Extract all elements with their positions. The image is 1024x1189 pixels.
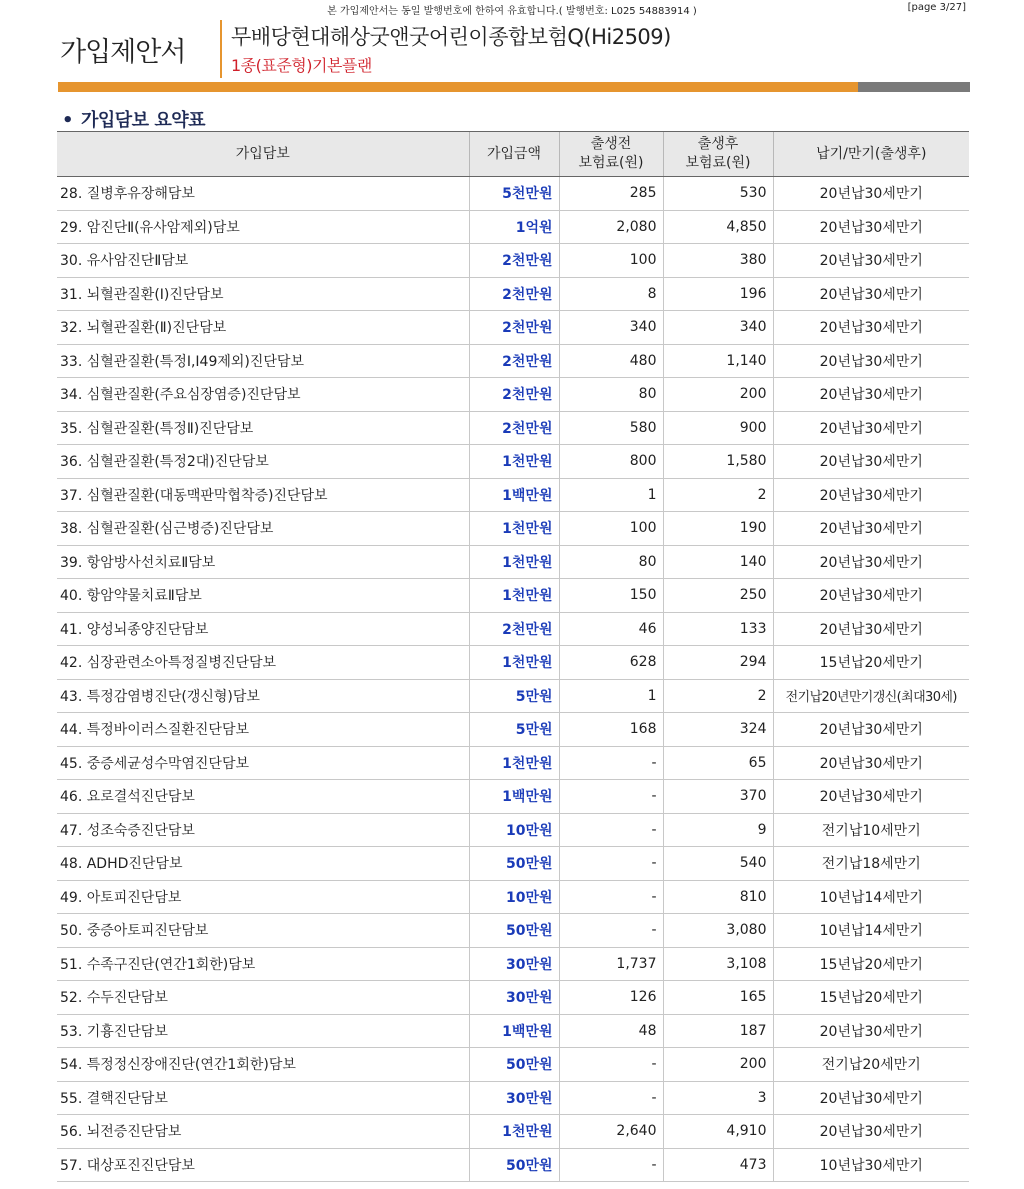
table-row bbox=[57, 780, 969, 814]
table-row bbox=[57, 411, 969, 445]
pre-birth-premium-cell: 80 bbox=[559, 545, 663, 579]
coverage-name-cell: 31. 뇌혈관질환(Ⅰ)진단담보 bbox=[57, 277, 469, 311]
post-birth-premium-cell: 140 bbox=[663, 545, 773, 579]
post-birth-premium-cell: 3,108 bbox=[663, 947, 773, 981]
pre-birth-premium-cell: 628 bbox=[559, 646, 663, 680]
coverage-name-cell: 42. 심장관련소아특정질병진단담보 bbox=[57, 646, 469, 680]
table-row bbox=[57, 646, 969, 680]
amount-cell: 1천만원 bbox=[469, 579, 559, 613]
post-birth-premium-cell: 1,140 bbox=[663, 344, 773, 378]
amount-cell: 2천만원 bbox=[469, 244, 559, 278]
coverage-name-cell: 38. 심혈관질환(심근병증)진단담보 bbox=[57, 512, 469, 546]
term-cell: 15년납20세만기 bbox=[773, 947, 969, 981]
term-cell: 20년납30세만기 bbox=[773, 612, 969, 646]
coverage-name-cell: 37. 심혈관질환(대동맥판막협착증)진단담보 bbox=[57, 478, 469, 512]
coverage-name-cell: 34. 심혈관질환(주요심장염증)진단담보 bbox=[57, 378, 469, 412]
table-row bbox=[57, 981, 969, 1015]
post-birth-premium-cell: 2 bbox=[663, 478, 773, 512]
coverage-name-cell: 55. 결핵진단담보 bbox=[57, 1081, 469, 1115]
term-cell: 15년납20세만기 bbox=[773, 646, 969, 680]
table-row bbox=[57, 1081, 969, 1115]
coverage-summary-table bbox=[57, 131, 969, 1182]
term-cell: 20년납30세만기 bbox=[773, 210, 969, 244]
header-post-birth-line1: 출생후 bbox=[697, 136, 739, 152]
term-cell: 20년납30세만기 bbox=[773, 545, 969, 579]
header-pre-birth-premium bbox=[559, 132, 663, 177]
amount-cell: 1천만원 bbox=[469, 646, 559, 680]
header-pre-birth-line1: 출생전 bbox=[590, 136, 632, 152]
post-birth-premium-cell: 9 bbox=[663, 813, 773, 847]
coverage-name-cell: 44. 특정바이러스질환진단담보 bbox=[57, 713, 469, 747]
amount-cell: 1천만원 bbox=[469, 1115, 559, 1149]
pre-birth-premium-cell: - bbox=[559, 880, 663, 914]
table-row bbox=[57, 746, 969, 780]
plan-name: 1종(표준형)기본플랜 bbox=[231, 56, 372, 75]
coverage-name-cell: 35. 심혈관질환(특정Ⅱ)진단담보 bbox=[57, 411, 469, 445]
amount-cell: 1백만원 bbox=[469, 780, 559, 814]
section-title-text: 가입담보 요약표 bbox=[81, 110, 205, 131]
term-cell: 전기납18세만기 bbox=[773, 847, 969, 881]
term-cell: 20년납30세만기 bbox=[773, 344, 969, 378]
post-birth-premium-cell: 294 bbox=[663, 646, 773, 680]
term-cell: 10년납14세만기 bbox=[773, 914, 969, 948]
amount-cell: 50만원 bbox=[469, 1148, 559, 1182]
amount-cell: 1백만원 bbox=[469, 1014, 559, 1048]
coverage-name-cell: 49. 아토피진단담보 bbox=[57, 880, 469, 914]
post-birth-premium-cell: 3,080 bbox=[663, 914, 773, 948]
coverage-name-cell: 45. 중증세균성수막염진단담보 bbox=[57, 746, 469, 780]
table-row bbox=[57, 1048, 969, 1082]
post-birth-premium-cell: 4,910 bbox=[663, 1115, 773, 1149]
amount-cell: 50만원 bbox=[469, 847, 559, 881]
coverage-name-cell: 28. 질병후유장해담보 bbox=[57, 177, 469, 211]
coverage-name-cell: 48. ADHD진단담보 bbox=[57, 847, 469, 881]
term-cell: 20년납30세만기 bbox=[773, 277, 969, 311]
table-header-row bbox=[57, 132, 969, 177]
amount-cell: 2천만원 bbox=[469, 344, 559, 378]
pre-birth-premium-cell: 100 bbox=[559, 244, 663, 278]
post-birth-premium-cell: 340 bbox=[663, 311, 773, 345]
term-cell: 10년납14세만기 bbox=[773, 880, 969, 914]
pre-birth-premium-cell: 168 bbox=[559, 713, 663, 747]
table-row bbox=[57, 713, 969, 747]
product-name: 무배당현대해상굿앤굿어린이종합보험Q(Hi2509) bbox=[231, 25, 671, 49]
post-birth-premium-cell: 810 bbox=[663, 880, 773, 914]
title-divider bbox=[220, 20, 222, 78]
term-cell: 20년납30세만기 bbox=[773, 311, 969, 345]
coverage-name-cell: 33. 심혈관질환(특정Ⅰ,I49제외)진단담보 bbox=[57, 344, 469, 378]
pre-birth-premium-cell: 285 bbox=[559, 177, 663, 211]
pre-birth-premium-cell: 48 bbox=[559, 1014, 663, 1048]
post-birth-premium-cell: 4,850 bbox=[663, 210, 773, 244]
amount-cell: 2천만원 bbox=[469, 311, 559, 345]
coverage-name-cell: 41. 양성뇌종양진단담보 bbox=[57, 612, 469, 646]
post-birth-premium-cell: 324 bbox=[663, 713, 773, 747]
term-cell: 20년납30세만기 bbox=[773, 713, 969, 747]
table-row bbox=[57, 1115, 969, 1149]
coverage-name-cell: 36. 심혈관질환(특정2대)진단담보 bbox=[57, 445, 469, 479]
pre-birth-premium-cell: - bbox=[559, 1148, 663, 1182]
table-row bbox=[57, 277, 969, 311]
term-cell: 20년납30세만기 bbox=[773, 1081, 969, 1115]
header-post-birth-line2: 보험료(원) bbox=[685, 155, 751, 171]
coverage-name-cell: 32. 뇌혈관질환(Ⅱ)진단담보 bbox=[57, 311, 469, 345]
header-term: 납기/만기(출생후) bbox=[773, 132, 969, 177]
table-row bbox=[57, 813, 969, 847]
document-title: 가입제안서 bbox=[60, 37, 186, 68]
post-birth-premium-cell: 380 bbox=[663, 244, 773, 278]
term-cell: 20년납30세만기 bbox=[773, 378, 969, 412]
post-birth-premium-cell: 530 bbox=[663, 177, 773, 211]
amount-cell: 5천만원 bbox=[469, 177, 559, 211]
pre-birth-premium-cell: 8 bbox=[559, 277, 663, 311]
table-row bbox=[57, 478, 969, 512]
coverage-name-cell: 40. 항암약물치료Ⅱ담보 bbox=[57, 579, 469, 613]
table-row bbox=[57, 445, 969, 479]
pre-birth-premium-cell: 1 bbox=[559, 679, 663, 713]
amount-cell: 2천만원 bbox=[469, 277, 559, 311]
term-cell: 15년납20세만기 bbox=[773, 981, 969, 1015]
coverage-name-cell: 46. 요로결석진단담보 bbox=[57, 780, 469, 814]
amount-cell: 1백만원 bbox=[469, 478, 559, 512]
coverage-name-cell: 57. 대상포진진단담보 bbox=[57, 1148, 469, 1182]
term-cell: 20년납30세만기 bbox=[773, 1115, 969, 1149]
table-row bbox=[57, 880, 969, 914]
post-birth-premium-cell: 200 bbox=[663, 378, 773, 412]
post-birth-premium-cell: 900 bbox=[663, 411, 773, 445]
term-cell: 10년납30세만기 bbox=[773, 1148, 969, 1182]
post-birth-premium-cell: 133 bbox=[663, 612, 773, 646]
pre-birth-premium-cell: - bbox=[559, 847, 663, 881]
amount-cell: 1천만원 bbox=[469, 746, 559, 780]
amount-cell: 5만원 bbox=[469, 713, 559, 747]
table-row bbox=[57, 177, 969, 211]
term-cell: 20년납30세만기 bbox=[773, 177, 969, 211]
post-birth-premium-cell: 165 bbox=[663, 981, 773, 1015]
amount-cell: 1천만원 bbox=[469, 545, 559, 579]
header-amount: 가입금액 bbox=[469, 132, 559, 177]
validity-notice: 본 가입제안서는 동일 발행번호에 한하여 유효합니다.( 발행번호: L025 54883914 ) bbox=[327, 6, 697, 17]
table-row bbox=[57, 579, 969, 613]
table-row bbox=[57, 344, 969, 378]
coverage-name-cell: 50. 중증아토피진단담보 bbox=[57, 914, 469, 948]
pre-birth-premium-cell: 800 bbox=[559, 445, 663, 479]
table-row bbox=[57, 244, 969, 278]
pre-birth-premium-cell: 1 bbox=[559, 478, 663, 512]
table-row bbox=[57, 1148, 969, 1182]
post-birth-premium-cell: 540 bbox=[663, 847, 773, 881]
table-row bbox=[57, 914, 969, 948]
bullet-icon: • bbox=[62, 110, 74, 131]
pre-birth-premium-cell: 80 bbox=[559, 378, 663, 412]
header-bar-orange bbox=[58, 82, 858, 92]
pre-birth-premium-cell: - bbox=[559, 746, 663, 780]
term-cell: 전기납10세만기 bbox=[773, 813, 969, 847]
table-row bbox=[57, 1014, 969, 1048]
term-cell: 20년납30세만기 bbox=[773, 478, 969, 512]
coverage-name-cell: 54. 특정정신장애진단(연간1회한)담보 bbox=[57, 1048, 469, 1082]
post-birth-premium-cell: 370 bbox=[663, 780, 773, 814]
post-birth-premium-cell: 2 bbox=[663, 679, 773, 713]
pre-birth-premium-cell: 126 bbox=[559, 981, 663, 1015]
term-cell: 전기납20세만기 bbox=[773, 1048, 969, 1082]
term-cell: 20년납30세만기 bbox=[773, 411, 969, 445]
pre-birth-premium-cell: 480 bbox=[559, 344, 663, 378]
table-row bbox=[57, 545, 969, 579]
term-cell: 20년납30세만기 bbox=[773, 780, 969, 814]
pre-birth-premium-cell: - bbox=[559, 1081, 663, 1115]
post-birth-premium-cell: 3 bbox=[663, 1081, 773, 1115]
amount-cell: 2천만원 bbox=[469, 612, 559, 646]
term-cell: 20년납30세만기 bbox=[773, 579, 969, 613]
post-birth-premium-cell: 65 bbox=[663, 746, 773, 780]
header-post-birth-premium bbox=[663, 132, 773, 177]
table-row bbox=[57, 210, 969, 244]
table-row bbox=[57, 378, 969, 412]
coverage-name-cell: 29. 암진단Ⅱ(유사암제외)담보 bbox=[57, 210, 469, 244]
term-cell: 전기납20년만기갱신(최대30세) bbox=[773, 679, 969, 713]
pre-birth-premium-cell: - bbox=[559, 914, 663, 948]
coverage-name-cell: 52. 수두진단담보 bbox=[57, 981, 469, 1015]
amount-cell: 50만원 bbox=[469, 1048, 559, 1082]
table-row bbox=[57, 311, 969, 345]
section-title bbox=[62, 106, 205, 132]
coverage-name-cell: 30. 유사암진단Ⅱ담보 bbox=[57, 244, 469, 278]
table-row bbox=[57, 679, 969, 713]
header-bar-gray bbox=[858, 82, 970, 92]
pre-birth-premium-cell: 340 bbox=[559, 311, 663, 345]
pre-birth-premium-cell: 100 bbox=[559, 512, 663, 546]
pre-birth-premium-cell: 1,737 bbox=[559, 947, 663, 981]
amount-cell: 30만원 bbox=[469, 1081, 559, 1115]
term-cell: 20년납30세만기 bbox=[773, 445, 969, 479]
coverage-name-cell: 47. 성조숙증진단담보 bbox=[57, 813, 469, 847]
pre-birth-premium-cell: - bbox=[559, 1048, 663, 1082]
coverage-name-cell: 53. 기흉진단담보 bbox=[57, 1014, 469, 1048]
coverage-name-cell: 51. 수족구진단(연간1회한)담보 bbox=[57, 947, 469, 981]
post-birth-premium-cell: 187 bbox=[663, 1014, 773, 1048]
table-row bbox=[57, 512, 969, 546]
amount-cell: 30만원 bbox=[469, 947, 559, 981]
pre-birth-premium-cell: 2,640 bbox=[559, 1115, 663, 1149]
pre-birth-premium-cell: 580 bbox=[559, 411, 663, 445]
amount-cell: 10만원 bbox=[469, 880, 559, 914]
amount-cell: 1천만원 bbox=[469, 445, 559, 479]
coverage-name-cell: 39. 항암방사선치료Ⅱ담보 bbox=[57, 545, 469, 579]
amount-cell: 1억원 bbox=[469, 210, 559, 244]
term-cell: 20년납30세만기 bbox=[773, 244, 969, 278]
amount-cell: 30만원 bbox=[469, 981, 559, 1015]
term-cell: 20년납30세만기 bbox=[773, 746, 969, 780]
pre-birth-premium-cell: - bbox=[559, 813, 663, 847]
post-birth-premium-cell: 196 bbox=[663, 277, 773, 311]
post-birth-premium-cell: 250 bbox=[663, 579, 773, 613]
pre-birth-premium-cell: - bbox=[559, 780, 663, 814]
post-birth-premium-cell: 473 bbox=[663, 1148, 773, 1182]
post-birth-premium-cell: 200 bbox=[663, 1048, 773, 1082]
table-row bbox=[57, 847, 969, 881]
amount-cell: 5만원 bbox=[469, 679, 559, 713]
post-birth-premium-cell: 1,580 bbox=[663, 445, 773, 479]
coverage-name-cell: 43. 특정감염병진단(갱신형)담보 bbox=[57, 679, 469, 713]
pre-birth-premium-cell: 46 bbox=[559, 612, 663, 646]
coverage-name-cell: 56. 뇌전증진단담보 bbox=[57, 1115, 469, 1149]
post-birth-premium-cell: 190 bbox=[663, 512, 773, 546]
table-row bbox=[57, 947, 969, 981]
header-pre-birth-line2: 보험료(원) bbox=[578, 155, 644, 171]
amount-cell: 1천만원 bbox=[469, 512, 559, 546]
amount-cell: 2천만원 bbox=[469, 411, 559, 445]
term-cell: 20년납30세만기 bbox=[773, 1014, 969, 1048]
table-row bbox=[57, 612, 969, 646]
amount-cell: 2천만원 bbox=[469, 378, 559, 412]
amount-cell: 50만원 bbox=[469, 914, 559, 948]
pre-birth-premium-cell: 2,080 bbox=[559, 210, 663, 244]
pre-birth-premium-cell: 150 bbox=[559, 579, 663, 613]
header-coverage: 가입담보 bbox=[57, 132, 469, 177]
term-cell: 20년납30세만기 bbox=[773, 512, 969, 546]
amount-cell: 10만원 bbox=[469, 813, 559, 847]
page-number: [page 3/27] bbox=[907, 2, 966, 13]
